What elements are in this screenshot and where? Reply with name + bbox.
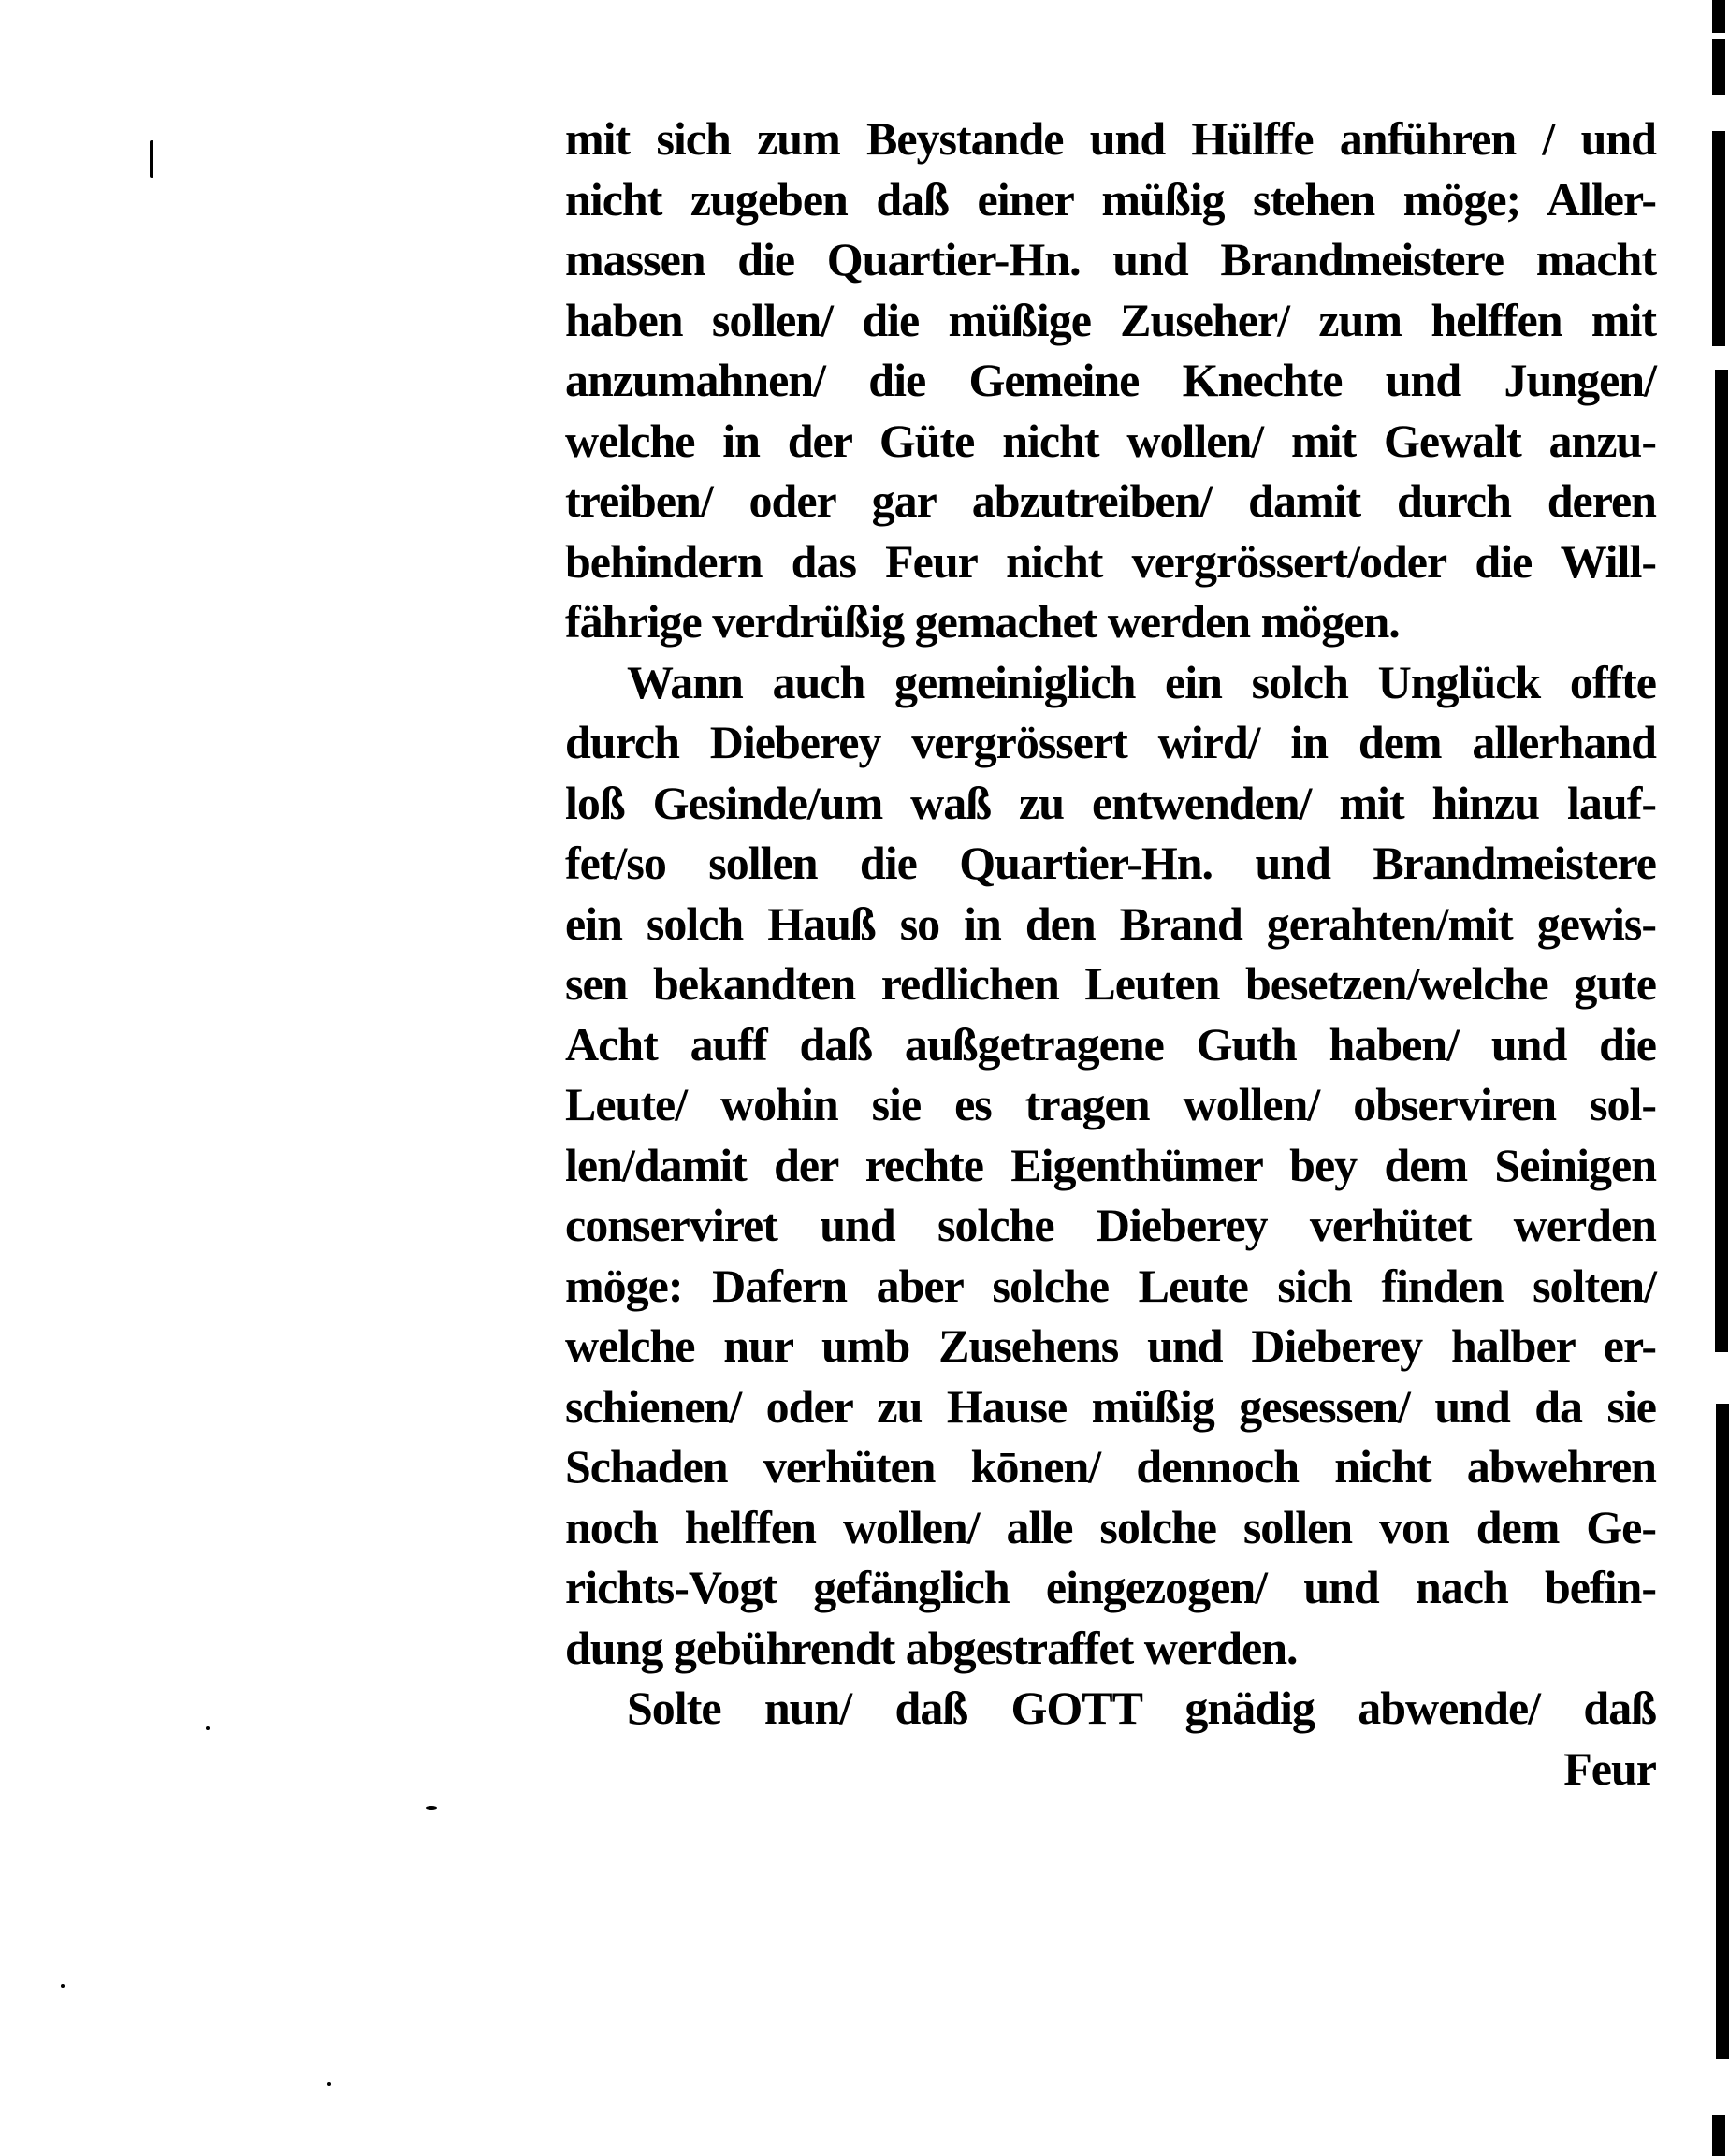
text-line: anzumahnen/ die Gemeine Knechte und Jungen/ (565, 354, 1656, 406)
text-line: loß Gesinde/um waß zu entwenden/ mit hinzu lauf- (565, 776, 1656, 829)
text-line: fährige verdrüßig gemachet werden mögen. (565, 595, 1400, 648)
text-line: welche in der Güte nicht wollen/ mit Gewalt anzu- (565, 414, 1656, 467)
scan-speck (61, 1984, 65, 1988)
text-line: ein solch Hauß so in den Brand gerahten/mit gewis- (565, 896, 1656, 950)
text-line: conserviret und solche Dieberey verhütet werden (565, 1199, 1656, 1251)
scan-speck (206, 1726, 210, 1730)
scan-speck (327, 2082, 331, 2086)
text-line: mit sich zum Beystande und Hülffe anführen / und (565, 112, 1656, 165)
text-line: behindern das Feur nicht vergrössert/oder die Will- (565, 534, 1656, 588)
paragraph-start-line: Solte nun/ daß GOTT gnädig abwende/ daß (627, 1682, 1656, 1734)
scan-speck (150, 140, 153, 178)
text-line: haben sollen/ die müßige Zuseher/ zum helffen mit (565, 293, 1656, 346)
text-line: Acht auff daß außgetragene Guth haben/ und die (565, 1017, 1656, 1071)
text-line: massen die Quartier-Hn. und Brandmeistere macht (565, 233, 1656, 285)
text-line: sen bekandten redlichen Leuten besetzen/welche gute (565, 957, 1656, 1010)
text-line: treiben/ oder gar abzutreiben/ damit durch deren (565, 474, 1656, 527)
text-line: nicht zugeben daß einer müßig stehen möge; Aller- (565, 172, 1656, 226)
paragraph-start-line: Wann auch gemeiniglich ein solch Unglück offte (627, 655, 1656, 708)
text-line: richts-Vogt gefänglich eingezogen/ und nach befin- (565, 1561, 1656, 1613)
page-edge-shadow (1712, 0, 1725, 2156)
text-line: Schaden verhüten kōnen/ dennoch nicht abwehren (565, 1440, 1656, 1493)
text-line: durch Dieberey vergrössert wird/ in dem allerhand (565, 716, 1656, 768)
catchword: Feur (1563, 1741, 1656, 1795)
text-line: möge: Dafern aber solche Leute sich finden solten/ (565, 1259, 1656, 1312)
text-line: schienen/ oder zu Hause müßig gesessen/ und da sie (565, 1379, 1656, 1433)
text-line: noch helffen wollen/ alle solche sollen von dem Ge- (565, 1500, 1656, 1553)
text-line: dung gebührendt abgestraffet werden. (565, 1621, 1298, 1674)
text-line: fet/so sollen die Quartier-Hn. und Brandmeistere (565, 837, 1656, 889)
text-line: len/damit der rechte Eigenthümer bey dem Seinigen (565, 1138, 1656, 1191)
text-line: welche nur umb Zusehens und Dieberey halber er- (565, 1319, 1656, 1372)
scan-speck (426, 1806, 437, 1810)
page-text-block (565, 109, 1656, 1799)
text-line: Leute/ wohin sie es tragen wollen/ observiren sol- (565, 1078, 1656, 1130)
